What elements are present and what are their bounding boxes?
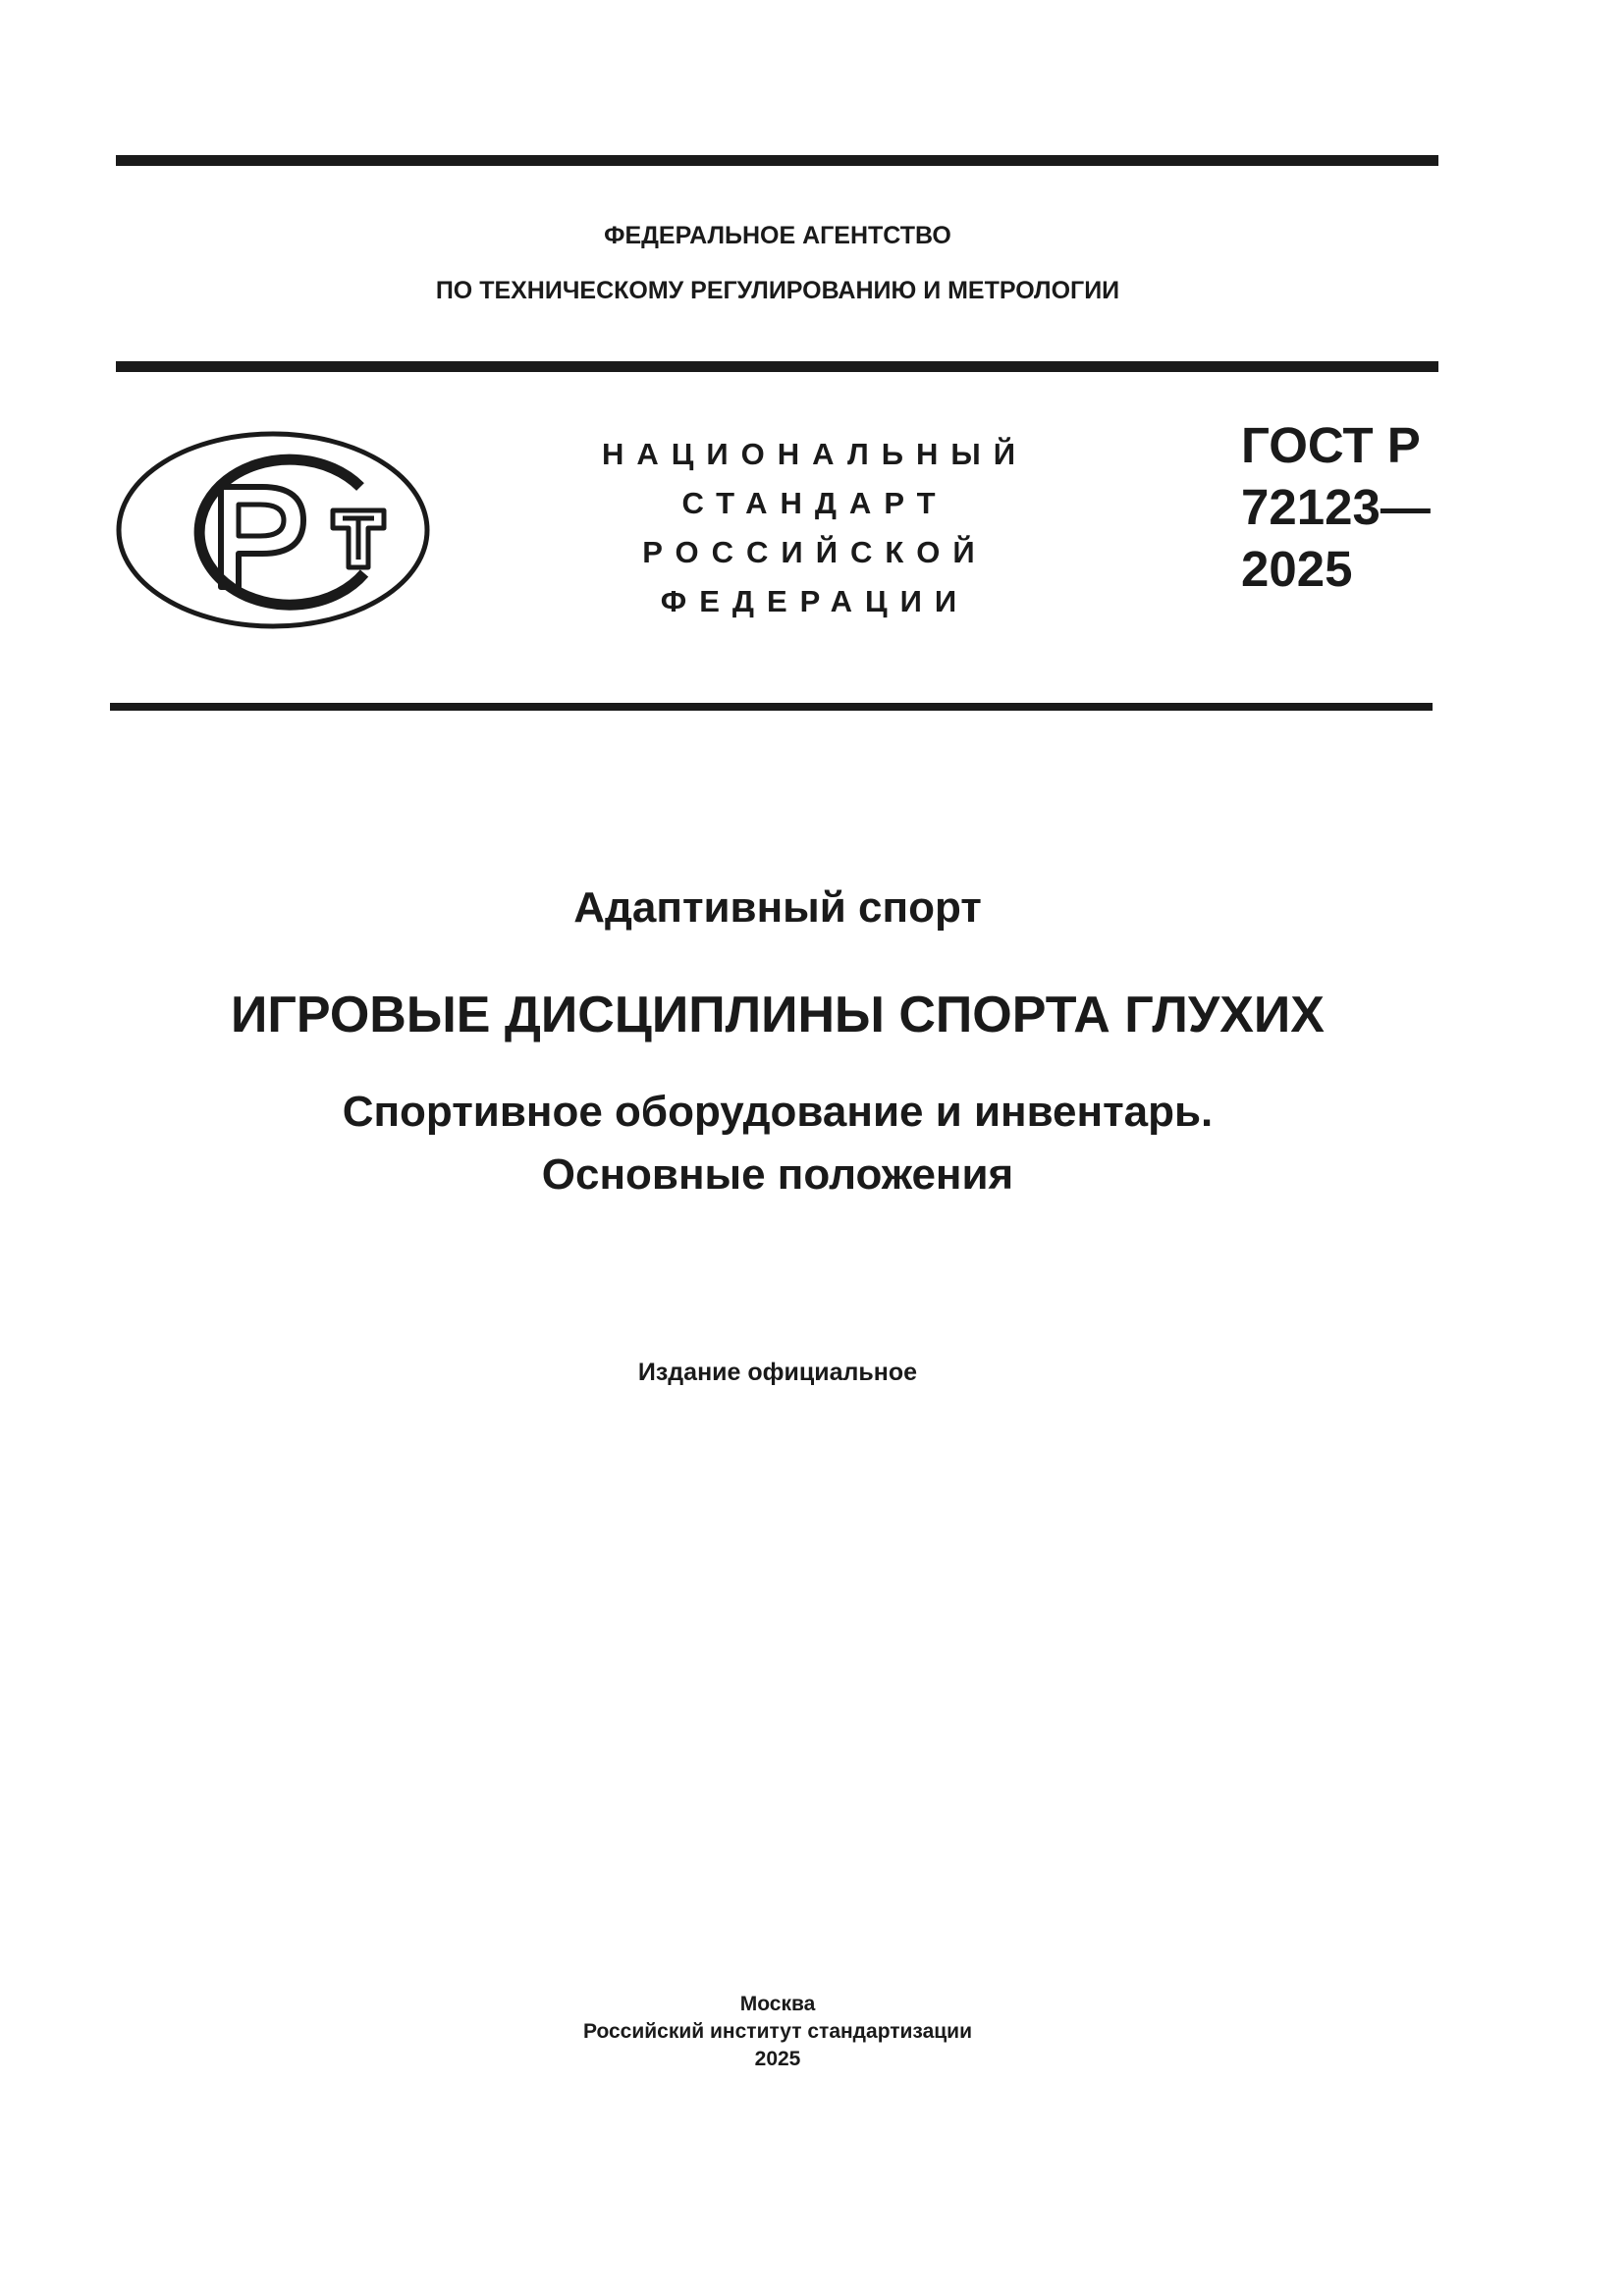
standard-type-line-1: НАЦИОНАЛЬНЫЙ	[601, 437, 1029, 471]
agency-name-line-1: ФЕДЕРАЛЬНОЕ АГЕНТСТВО	[604, 222, 951, 249]
title-subtitle-line-1: Спортивное оборудование и инвентарь.	[342, 1088, 1214, 1136]
title-main: ИГРОВЫЕ ДИСЦИПЛИНЫ СПОРТА ГЛУХИХ	[231, 987, 1325, 1043]
designation-line-2: 72123—	[1241, 479, 1431, 535]
bottom-rule	[110, 703, 1433, 711]
standard-type-line-3: РОССИЙСКОЙ	[642, 535, 988, 569]
imprint-publisher: Российский институт стандартизации	[582, 2020, 973, 2043]
standard-designation	[1241, 414, 1431, 600]
middle-rule	[116, 361, 1438, 372]
standard-type-line-2: СТАНДАРТ	[681, 486, 948, 520]
imprint-year: 2025	[754, 2048, 801, 2070]
standard-type-label	[550, 430, 1080, 626]
standard-type-line-4: ФЕДЕРАЦИИ	[660, 584, 970, 618]
top-rule	[116, 155, 1438, 166]
title-category: Адаптивный спорт	[573, 883, 982, 932]
rst-conformity-mark-icon	[115, 430, 431, 630]
designation-line-1: ГОСТ Р	[1241, 417, 1421, 473]
designation-line-3: 2025	[1241, 541, 1353, 597]
imprint-city: Москва	[739, 1993, 816, 2015]
agency-name-line-2: ПО ТЕХНИЧЕСКОМУ РЕГУЛИРОВАНИЮ И МЕТРОЛОГИИ	[435, 277, 1120, 304]
edition-label: Издание официальное	[637, 1359, 918, 1386]
title-subtitle-line-2: Основные положения	[541, 1150, 1014, 1199]
